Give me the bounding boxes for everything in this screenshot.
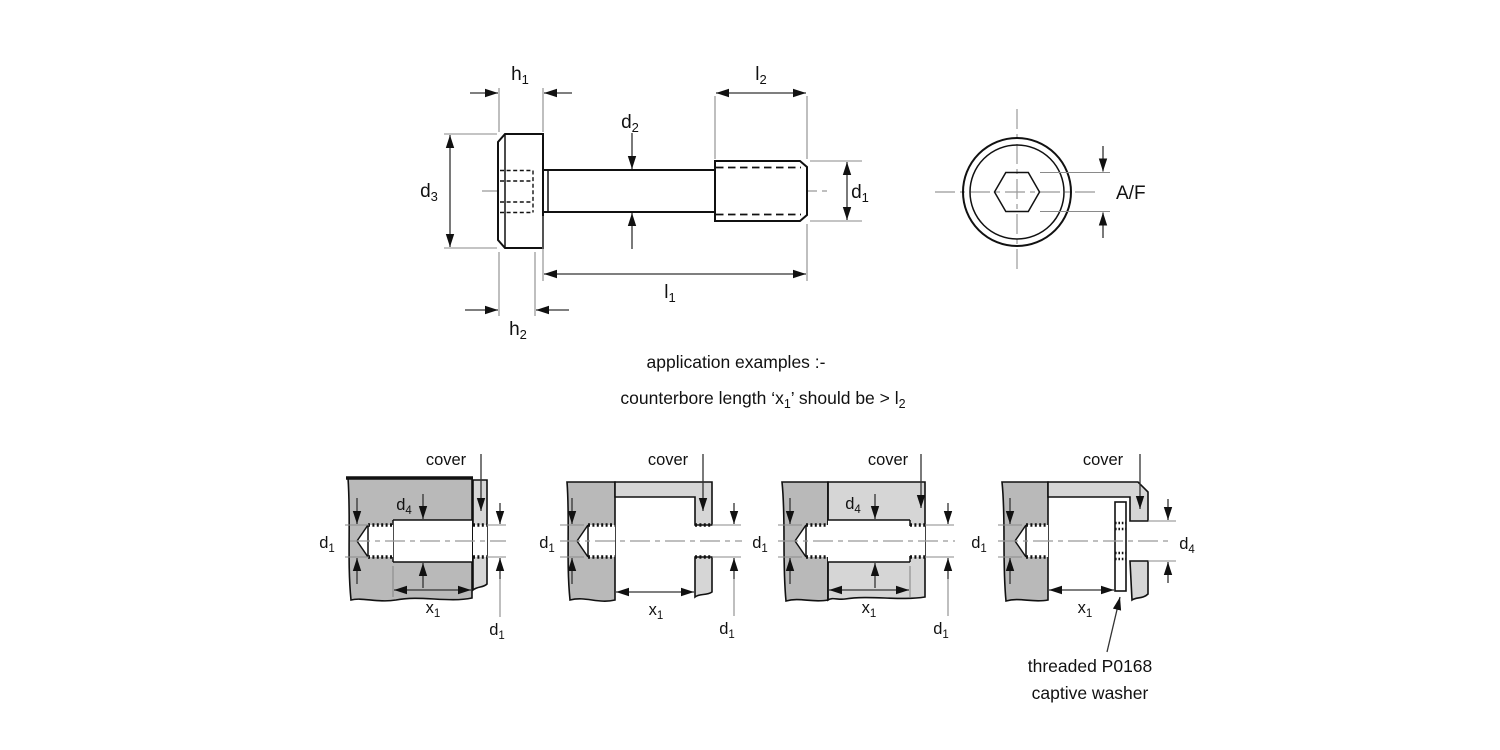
d1-left-label: $d_1$ <box>539 534 555 555</box>
d1-left-label: $d_1$ <box>319 534 335 555</box>
d4-right-label: $d_4$ <box>1179 535 1195 556</box>
dim-label-d1: $d_1$ <box>851 182 869 205</box>
dim-label-d3: $d_3$ <box>420 181 438 204</box>
d1-right-label: $d_1$ <box>719 620 735 641</box>
dim-label-h1: $h_1$ <box>511 64 529 87</box>
cover-label: cover <box>867 451 909 469</box>
dim-label-d2: $d_2$ <box>621 112 639 135</box>
d4-label: $d_4$ <box>845 495 861 516</box>
d1-left-label: $d_1$ <box>752 534 768 555</box>
screw-shank <box>543 170 715 212</box>
dim-label-l1: $l_1$ <box>664 282 676 305</box>
washer-leader <box>1107 597 1120 652</box>
cover-lower-lip <box>1130 561 1148 600</box>
cover-label: cover <box>647 451 689 469</box>
note-line1: application examples :- <box>646 352 826 372</box>
screw-side-view <box>420 64 869 342</box>
x1-label: $x_1$ <box>1077 599 1093 620</box>
washer-caption-line1: threaded P0168 <box>1027 656 1153 676</box>
d1-right-label: $d_1$ <box>933 620 949 641</box>
d1-left-label: $d_1$ <box>971 534 987 555</box>
dim-label-af: A/F <box>1116 183 1146 204</box>
cover-lower-leg <box>695 557 712 597</box>
application-example-3 <box>752 451 955 641</box>
screw-end-view <box>935 109 1146 272</box>
captive-washer <box>1115 502 1126 591</box>
washer-caption-line2: captive washer <box>1031 683 1149 703</box>
d4-label: $d_4$ <box>396 496 412 517</box>
x1-label: $x_1$ <box>425 599 441 620</box>
application-example-1 <box>319 451 506 642</box>
application-example-2 <box>539 451 742 641</box>
dim-label-h2: $h_2$ <box>509 319 527 342</box>
cover-label: cover <box>1082 451 1124 469</box>
dim-label-l2: $l_2$ <box>755 64 767 87</box>
x1-label: $x_1$ <box>861 599 877 620</box>
d1-right-label: $d_1$ <box>489 621 505 642</box>
note-line2: counterbore length ‘$x_1$’ should be > $l_2$ <box>620 388 906 411</box>
cover-plate <box>1048 482 1148 521</box>
cover-plate <box>615 482 712 525</box>
application-example-4 <box>971 451 1195 703</box>
application-note <box>620 352 905 411</box>
x1-label: $x_1$ <box>648 601 664 622</box>
screw-thread-section <box>715 161 807 221</box>
cover-label: cover <box>425 451 467 469</box>
